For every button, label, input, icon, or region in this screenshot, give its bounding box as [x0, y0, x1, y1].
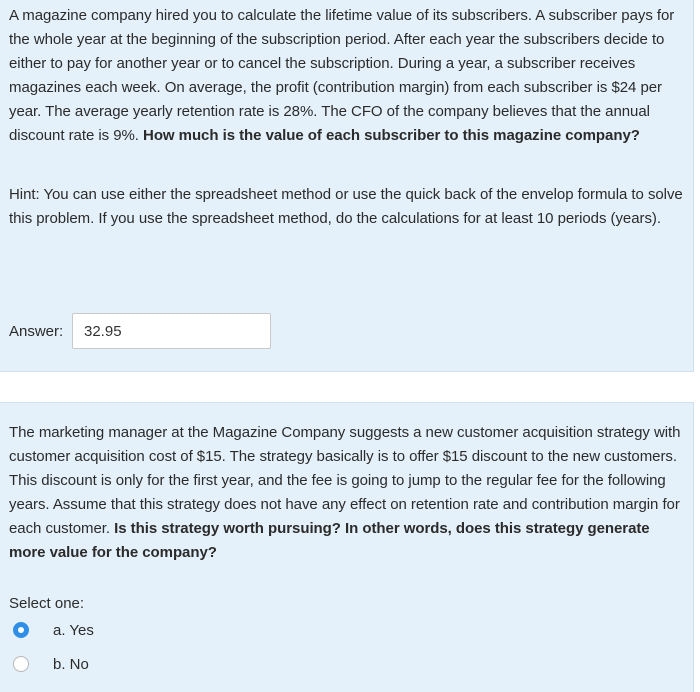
question-1-body: A magazine company hired you to calculate the lifetime value of its subscribers. A subscriber pays for the whole year at the beginning of the subscription period. After each year the subscribers decide to either to pay for another year or to cancel the subscription. During a year, a subscriber receives magazines each week. On average, the profit (contribution margin) from each subscriber is $24 per year. The average yearly retention rate is 28%. The CFO of the company believes that the annual discount rate is 9%. — [9, 7, 675, 144]
radio-unselected-icon[interactable] — [13, 656, 29, 672]
answer-input[interactable] — [72, 313, 271, 349]
option-no-label: b. No — [53, 656, 89, 673]
question-2-text — [9, 421, 685, 565]
question-2-body: The marketing manager at the Magazine Company suggests a new customer acquisition strategy with customer acquisition cost of $15. The strategy basically is to offer $15 discount to the new customers. This discount is only for the first year, and the fee is going to jump to the regular fee for the following years. Assume that this strategy does not have any effect on retention rate and contribution margin for each customer. — [9, 424, 681, 537]
answer-label: Answer: — [9, 323, 64, 340]
option-yes[interactable] — [13, 619, 213, 643]
option-yes-label: a. Yes — [53, 622, 94, 639]
question-2-card — [0, 402, 694, 692]
radio-selected-icon[interactable] — [13, 622, 29, 638]
option-no[interactable] — [13, 653, 213, 677]
question-1-prompt: How much is the value of each subscriber to this magazine company? — [143, 127, 640, 144]
select-one-label: Select one: — [9, 595, 85, 612]
question-2-prompt: Is this strategy worth pursuing? In other words, does this strategy generate more value for the company? — [9, 520, 650, 561]
question-1-text — [9, 4, 685, 148]
question-1-hint: Hint: You can use either the spreadsheet method or use the quick back of the envelop formula to solve this problem. If you use the spreadsheet method, do the calculations for at least 10 periods (years). — [9, 186, 683, 227]
